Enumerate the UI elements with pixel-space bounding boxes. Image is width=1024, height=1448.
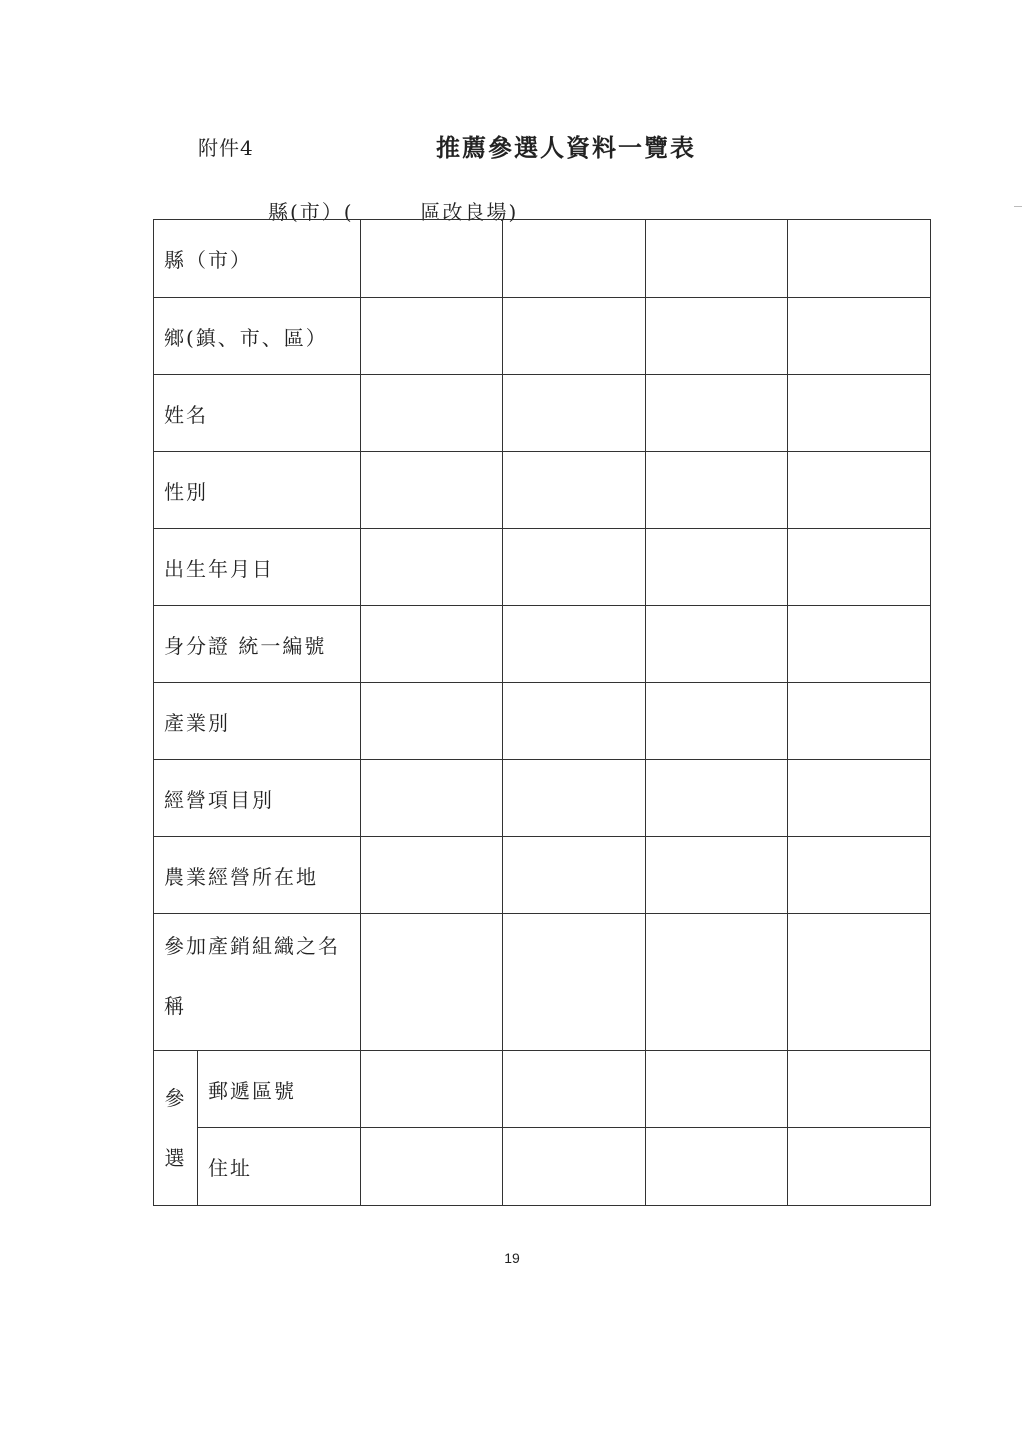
entry-cell[interactable] (503, 914, 646, 1051)
row-label: 經營項目別 (154, 760, 361, 837)
entry-cell[interactable] (646, 220, 788, 298)
entry-cell[interactable] (503, 452, 646, 529)
row-label: 縣（市） (154, 220, 361, 298)
table-row (154, 529, 931, 606)
row-label: 性別 (154, 452, 361, 529)
margin-mark (1014, 206, 1022, 207)
entry-cell[interactable] (503, 529, 646, 606)
entry-cell[interactable] (361, 837, 503, 914)
candidate-info-table (153, 219, 931, 1206)
table-row (154, 914, 931, 1051)
entry-cell[interactable] (361, 914, 503, 1051)
entry-cell[interactable] (788, 683, 931, 760)
entry-cell[interactable] (788, 1051, 931, 1128)
entry-cell[interactable] (503, 837, 646, 914)
entry-cell[interactable] (646, 606, 788, 683)
entry-cell[interactable] (788, 452, 931, 529)
entry-cell[interactable] (788, 1128, 931, 1206)
entry-cell[interactable] (361, 1051, 503, 1128)
table-row (154, 1051, 931, 1128)
row-label: 郵遞區號 (198, 1051, 361, 1128)
table-row (154, 375, 931, 452)
entry-cell[interactable] (646, 760, 788, 837)
entry-cell[interactable] (361, 683, 503, 760)
table-row (154, 683, 931, 760)
entry-cell[interactable] (361, 375, 503, 452)
entry-cell[interactable] (788, 220, 931, 298)
entry-cell[interactable] (503, 606, 646, 683)
row-label: 身分證 統一編號 (154, 606, 361, 683)
row-label: 鄉(鎮、市、區） (154, 298, 361, 375)
table-row (154, 760, 931, 837)
entry-cell[interactable] (646, 529, 788, 606)
table-row (154, 220, 931, 298)
entry-cell[interactable] (503, 683, 646, 760)
table-row (154, 837, 931, 914)
entry-cell[interactable] (646, 375, 788, 452)
entry-cell[interactable] (503, 1128, 646, 1206)
entry-cell[interactable] (361, 1128, 503, 1206)
entry-cell[interactable] (361, 606, 503, 683)
region-prefix: 縣(市）( (268, 200, 354, 224)
candidate-label-top: 參 (164, 1086, 187, 1110)
candidate-label-bottom: 選 (164, 1146, 187, 1170)
row-label: 農業經營所在地 (154, 837, 361, 914)
entry-cell[interactable] (361, 760, 503, 837)
entry-cell[interactable] (361, 529, 503, 606)
table-row (154, 452, 931, 529)
entry-cell[interactable] (503, 220, 646, 298)
entry-cell[interactable] (788, 606, 931, 683)
entry-cell[interactable] (361, 452, 503, 529)
entry-cell[interactable] (503, 298, 646, 375)
entry-cell[interactable] (788, 760, 931, 837)
entry-cell[interactable] (503, 760, 646, 837)
entry-cell[interactable] (646, 298, 788, 375)
row-label: 出生年月日 (154, 529, 361, 606)
entry-cell[interactable] (788, 914, 931, 1051)
table-row (154, 606, 931, 683)
region-suffix: 區改良場) (420, 200, 519, 224)
candidate-group-label (154, 1051, 198, 1206)
row-label: 姓名 (154, 375, 361, 452)
entry-cell[interactable] (361, 298, 503, 375)
row-label: 住址 (198, 1128, 361, 1206)
entry-cell[interactable] (646, 1128, 788, 1206)
entry-cell[interactable] (788, 375, 931, 452)
entry-cell[interactable] (503, 1051, 646, 1128)
row-label: 參加產銷組織之名稱 (154, 914, 361, 1051)
row-label: 產業別 (154, 683, 361, 760)
document-title: 推薦參選人資料一覽表 (436, 133, 696, 162)
entry-cell[interactable] (646, 914, 788, 1051)
entry-cell[interactable] (646, 452, 788, 529)
page-number: 19 (504, 1250, 520, 1266)
entry-cell[interactable] (788, 837, 931, 914)
entry-cell[interactable] (503, 375, 646, 452)
entry-cell[interactable] (646, 1051, 788, 1128)
table-row (154, 298, 931, 375)
attachment-label: 附件4 (198, 136, 254, 160)
entry-cell[interactable] (788, 529, 931, 606)
entry-cell[interactable] (646, 683, 788, 760)
entry-cell[interactable] (788, 298, 931, 375)
entry-cell[interactable] (361, 220, 503, 298)
entry-cell[interactable] (646, 837, 788, 914)
table-row (154, 1128, 931, 1206)
